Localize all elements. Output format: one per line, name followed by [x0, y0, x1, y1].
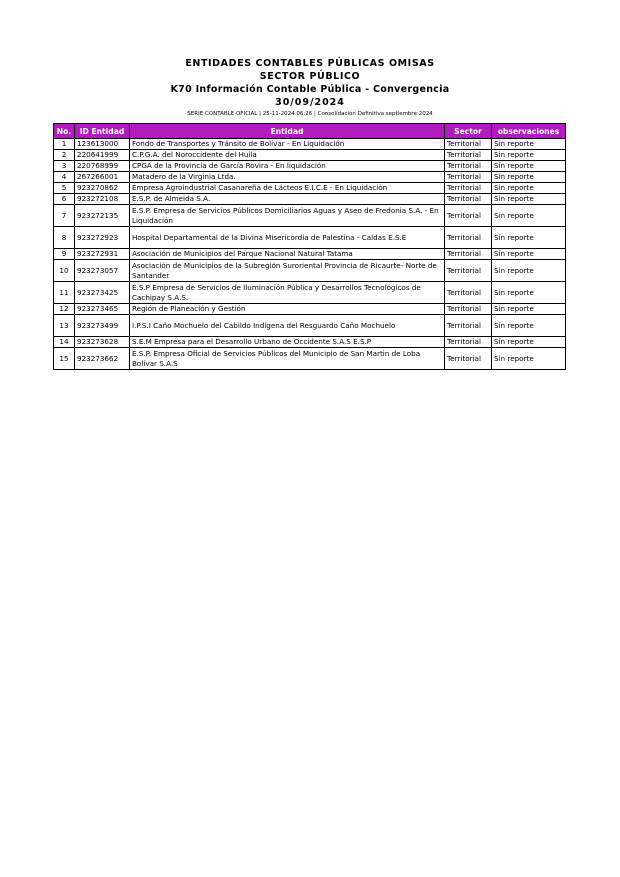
cell-sector: Territorial	[445, 194, 492, 205]
table-row	[54, 337, 566, 348]
cell-observaciones: Sin reporte	[492, 183, 566, 194]
cell-sector: Territorial	[445, 161, 492, 172]
cell-id-entidad: 220641999	[75, 150, 130, 161]
cell-id-entidad: 923272135	[75, 205, 130, 227]
table-row	[54, 139, 566, 150]
cell-entidad: S.E.M Empresa para el Desarrollo Urbano de Occidente S.A.S E.S.P	[130, 337, 445, 348]
cell-observaciones: Sin reporte	[492, 282, 566, 304]
column-header-no: No.	[54, 124, 75, 139]
table-row	[54, 194, 566, 205]
cell-id-entidad: 923272923	[75, 227, 130, 249]
cell-no: 9	[54, 249, 75, 260]
table-row	[54, 348, 566, 370]
cell-observaciones: Sin reporte	[492, 150, 566, 161]
cell-sector: Territorial	[445, 315, 492, 337]
cell-observaciones: Sin reporte	[492, 337, 566, 348]
cell-no: 5	[54, 183, 75, 194]
cell-id-entidad: 923273057	[75, 260, 130, 282]
cell-sector: Territorial	[445, 227, 492, 249]
cell-no: 3	[54, 161, 75, 172]
cell-no: 4	[54, 172, 75, 183]
cell-id-entidad: 923273628	[75, 337, 130, 348]
column-header-entidad: Entidad	[130, 124, 445, 139]
cell-observaciones: Sin reporte	[492, 249, 566, 260]
cell-observaciones: Sin reporte	[492, 260, 566, 282]
cell-sector: Territorial	[445, 260, 492, 282]
cell-sector: Territorial	[445, 337, 492, 348]
cell-sector: Territorial	[445, 183, 492, 194]
table-row	[54, 304, 566, 315]
cell-entidad: Asociación de Municipios del Parque Nacional Natural Tatama	[130, 249, 445, 260]
table-row	[54, 227, 566, 249]
cell-sector: Territorial	[445, 348, 492, 370]
cell-observaciones: Sin reporte	[492, 205, 566, 227]
report-category-title: K70 Información Contable Pública - Convergencia	[170, 84, 450, 95]
cell-no: 7	[54, 205, 75, 227]
cell-entidad: E.S.P Empresa de Servicios de Iluminación Pública y Desarrollos Tecnológicos de Cachipay S.A.S.	[130, 282, 445, 304]
cell-entidad: C.P.G.A. del Noroccidente del Huila	[130, 150, 445, 161]
cell-sector: Territorial	[445, 282, 492, 304]
cell-id-entidad: 923273465	[75, 304, 130, 315]
cell-no: 6	[54, 194, 75, 205]
cell-no: 11	[54, 282, 75, 304]
table-row	[54, 172, 566, 183]
cell-entidad: E.S.P. Empresa Oficial de Servicios Públicos del Municipio de San Martin de Loba Bolívar S.A.S	[130, 348, 445, 370]
cell-sector: Territorial	[445, 150, 492, 161]
cell-observaciones: Sin reporte	[492, 227, 566, 249]
cell-observaciones: Sin reporte	[492, 315, 566, 337]
cell-entidad: Región de Planeación y Gestión	[130, 304, 445, 315]
cell-observaciones: Sin reporte	[492, 304, 566, 315]
cell-id-entidad: 923273499	[75, 315, 130, 337]
cell-id-entidad: 267266001	[75, 172, 130, 183]
cell-observaciones: Sin reporte	[492, 139, 566, 150]
cell-id-entidad: 923272108	[75, 194, 130, 205]
column-header-id-entidad: ID Entidad	[75, 124, 130, 139]
cell-no: 2	[54, 150, 75, 161]
cell-entidad: Fondo de Transportes y Tránsito de Bolívar - En Liquidación	[130, 139, 445, 150]
cell-entidad: Matadero de la Virginia Ltda.	[130, 172, 445, 183]
cell-observaciones: Sin reporte	[492, 194, 566, 205]
cell-observaciones: Sin reporte	[492, 348, 566, 370]
table-header-row	[54, 124, 566, 139]
cell-entidad: E.S.P. Empresa de Servicios Públicos Domiciliarios Aguas y Aseo de Fredonia S.A. - En Liquidación	[130, 205, 445, 227]
cell-no: 1	[54, 139, 75, 150]
column-header-sector: Sector	[445, 124, 492, 139]
cell-no: 15	[54, 348, 75, 370]
column-header-observaciones: observaciones	[492, 124, 566, 139]
cell-id-entidad: 220768999	[75, 161, 130, 172]
cell-sector: Territorial	[445, 249, 492, 260]
cell-id-entidad: 923272931	[75, 249, 130, 260]
cell-no: 8	[54, 227, 75, 249]
cell-id-entidad: 923270862	[75, 183, 130, 194]
cell-entidad: Asociación de Municipios de la Subregión Suroriental Provincia de Ricaurte- Norte de Santander	[130, 260, 445, 282]
table-row	[54, 183, 566, 194]
table-row	[54, 161, 566, 172]
table-row	[54, 150, 566, 161]
table-row	[54, 205, 566, 227]
cell-sector: Territorial	[445, 172, 492, 183]
table-row	[54, 282, 566, 304]
cell-entidad: E.S.P. de Almeida S.A.	[130, 194, 445, 205]
cell-no: 14	[54, 337, 75, 348]
cell-entidad: I.P.S.I Caño Mochuelo del Cabildo Indígena del Resguardo Caño Mochuelo	[130, 315, 445, 337]
report-date: 30/09/2024	[275, 97, 345, 108]
cell-id-entidad: 923273425	[75, 282, 130, 304]
cell-observaciones: Sin reporte	[492, 161, 566, 172]
cell-id-entidad: 923273662	[75, 348, 130, 370]
table-row	[54, 249, 566, 260]
cell-entidad: Hospital Departamental de la Divina Misericordia de Palestina - Caldas E.S.E	[130, 227, 445, 249]
table-row	[54, 260, 566, 282]
cell-no: 12	[54, 304, 75, 315]
cell-entidad: CPGA de la Provincia de García Rovira - En liquidación	[130, 161, 445, 172]
cell-id-entidad: 123613000	[75, 139, 130, 150]
cell-sector: Territorial	[445, 304, 492, 315]
cell-sector: Territorial	[445, 139, 492, 150]
table-row	[54, 315, 566, 337]
cell-entidad: Empresa Agroindustrial Casanareña de Lácteos E.I.C.E - En Liquidación	[130, 183, 445, 194]
report-header	[0, 57, 620, 119]
report-title: ENTIDADES CONTABLES PÚBLICAS OMISAS	[185, 58, 435, 69]
report-sector-title: SECTOR PÚBLICO	[259, 71, 361, 82]
cell-sector: Territorial	[445, 205, 492, 227]
entities-table	[53, 123, 566, 370]
report-subtitle: SERIE CONTABLE OFICIAL | 25-11-2024 06:26 | Consolidación Definitiva septiembre 2024	[187, 111, 433, 117]
cell-observaciones: Sin reporte	[492, 172, 566, 183]
cell-no: 13	[54, 315, 75, 337]
cell-no: 10	[54, 260, 75, 282]
